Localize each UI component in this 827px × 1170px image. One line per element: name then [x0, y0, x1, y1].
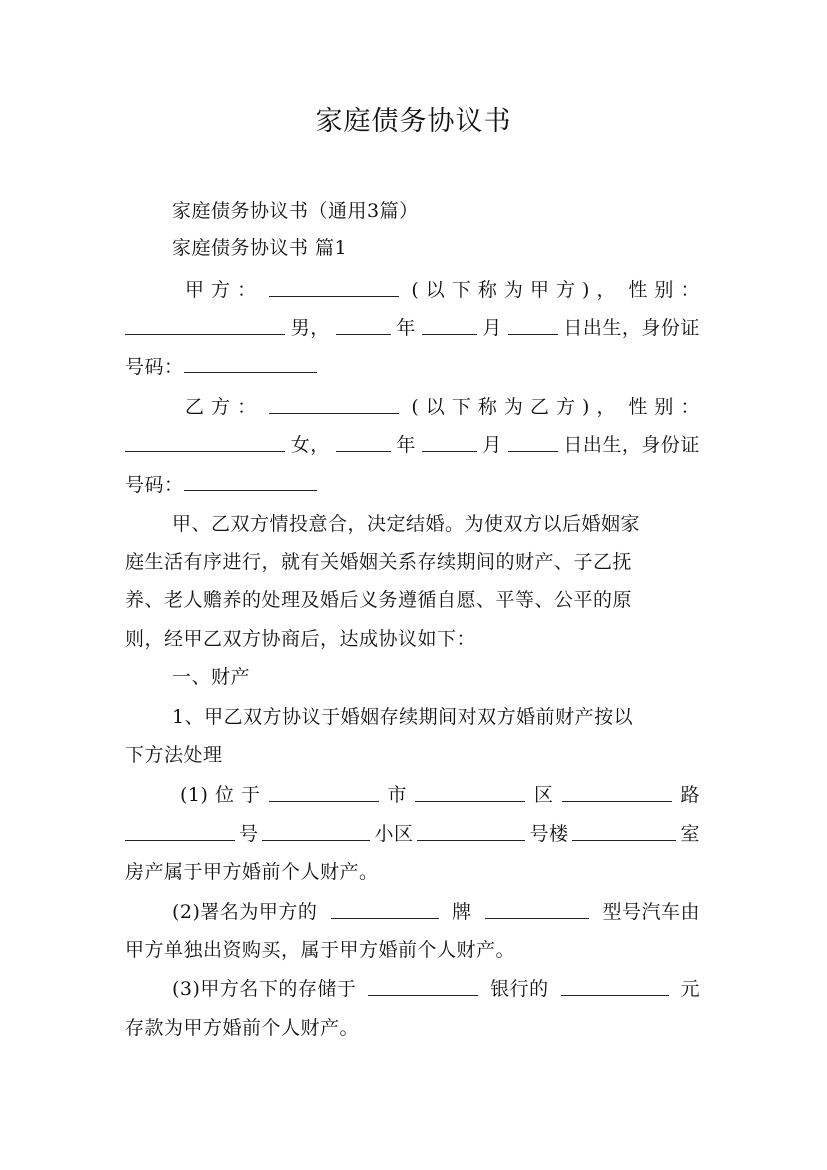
item-1-line-2: 下方法处理: [125, 744, 223, 766]
road-blank: [562, 781, 672, 802]
month-label: 月: [482, 317, 502, 339]
party-b-blank: [125, 431, 285, 452]
city-blank: [269, 781, 379, 802]
party-b-month-blank: [422, 431, 477, 452]
party-a-called: ( 以 下 称 为 甲 方 ) ，: [411, 279, 616, 301]
month-label: 月: [482, 434, 502, 456]
property-1-line-2: [125, 820, 700, 848]
intro-line-1: 甲、乙双方情投意合，决定结婚。为使双方以后婚姻家: [172, 513, 641, 535]
intro-line-3: 养、老人赡养的处理及婚后义务遵循自愿、平等、公平的原: [125, 589, 633, 611]
model-label: 型号汽车由: [602, 901, 700, 923]
room-label: 室: [680, 823, 700, 845]
party-b-called: ( 以 下 称 为 乙 方 ) ，: [411, 396, 616, 418]
party-b-id-line: [125, 470, 700, 498]
building-label: 号楼: [529, 823, 569, 845]
party-b-gender: 女，: [290, 434, 330, 456]
number-blank: [125, 820, 235, 841]
brand-blank: [485, 898, 589, 919]
party-b-line: [185, 393, 700, 421]
road-label: 路: [680, 784, 700, 806]
property-2-end: 甲方单独出资购买，属于甲方婚前个人财产。: [125, 939, 516, 961]
subtitle: 家庭债务协议书（通用3篇）: [172, 200, 419, 222]
id-label: 号码：: [125, 474, 184, 496]
item-1-line-1: 1、甲乙双方协议于婚姻存续期间对双方婚前财产按以: [172, 706, 634, 728]
year-label: 年: [396, 317, 416, 339]
party-a-id-blank: [184, 352, 317, 373]
property-3-line: [172, 975, 700, 1003]
section-property: 一、财产: [172, 666, 251, 688]
property-3-end: 存款为甲方婚前个人财产。: [125, 1017, 360, 1039]
yuan-label: 元: [680, 978, 700, 1000]
party-a-gender-label: 性 别 ：: [628, 279, 700, 301]
property-1-end: 房产属于甲方婚前个人财产。: [125, 861, 379, 883]
district-blank: [415, 781, 525, 802]
part-heading: 家庭债务协议书 篇1: [172, 237, 348, 259]
id-label: 号码：: [125, 356, 184, 378]
born-label: 日出生，身份证: [563, 317, 700, 339]
party-a-birth-line: [125, 314, 700, 342]
party-a-line: [185, 276, 700, 304]
party-a-name-blank: [269, 276, 399, 297]
brand-label: 牌: [452, 901, 472, 923]
number-label: 号: [238, 823, 259, 845]
party-b-gender-label: 性 别 ：: [628, 396, 700, 418]
bank-blank: [368, 975, 478, 996]
property-2-line: [172, 898, 700, 926]
property-1-label: (1) 位 于: [180, 784, 261, 806]
party-a-gender: 男，: [290, 317, 330, 339]
year-label: 年: [396, 434, 416, 456]
party-b-year-blank: [336, 431, 391, 452]
document-title: 家庭债务协议书: [315, 106, 512, 137]
intro-line-4: 则，经甲乙双方协商后，达成协议如下：: [125, 628, 477, 650]
party-a-year-blank: [336, 314, 391, 335]
party-a-month-blank: [422, 314, 477, 335]
amount-blank: [561, 975, 669, 996]
party-b-day-blank: [508, 431, 558, 452]
party-b-id-blank: [184, 470, 317, 491]
property-2-label: (2)署名为甲方的: [172, 901, 318, 923]
party-a-blank: [125, 314, 285, 335]
party-a-id-line: [125, 352, 700, 380]
community-blank: [262, 820, 370, 841]
city-label: 市: [387, 784, 407, 806]
district-label: 区: [533, 784, 554, 806]
car-owner-blank: [331, 898, 439, 919]
party-b-birth-line: [125, 431, 700, 459]
party-a-day-blank: [508, 314, 558, 335]
born-label: 日出生，身份证: [563, 434, 700, 456]
party-a-label: 甲 方 ：: [185, 279, 257, 301]
room-blank: [572, 820, 676, 841]
building-blank: [417, 820, 525, 841]
property-3-label: (3)甲方名下的存储于: [172, 978, 357, 1000]
intro-line-2: 庭生活有序进行，就有关婚姻关系存续期间的财产、子乙抚: [125, 551, 633, 573]
community-label: 小区: [374, 823, 414, 845]
party-b-name-blank: [269, 393, 399, 414]
property-1-line: [180, 781, 700, 809]
party-b-label: 乙 方 ：: [185, 396, 257, 418]
bank-label: 银行的: [490, 978, 549, 1000]
